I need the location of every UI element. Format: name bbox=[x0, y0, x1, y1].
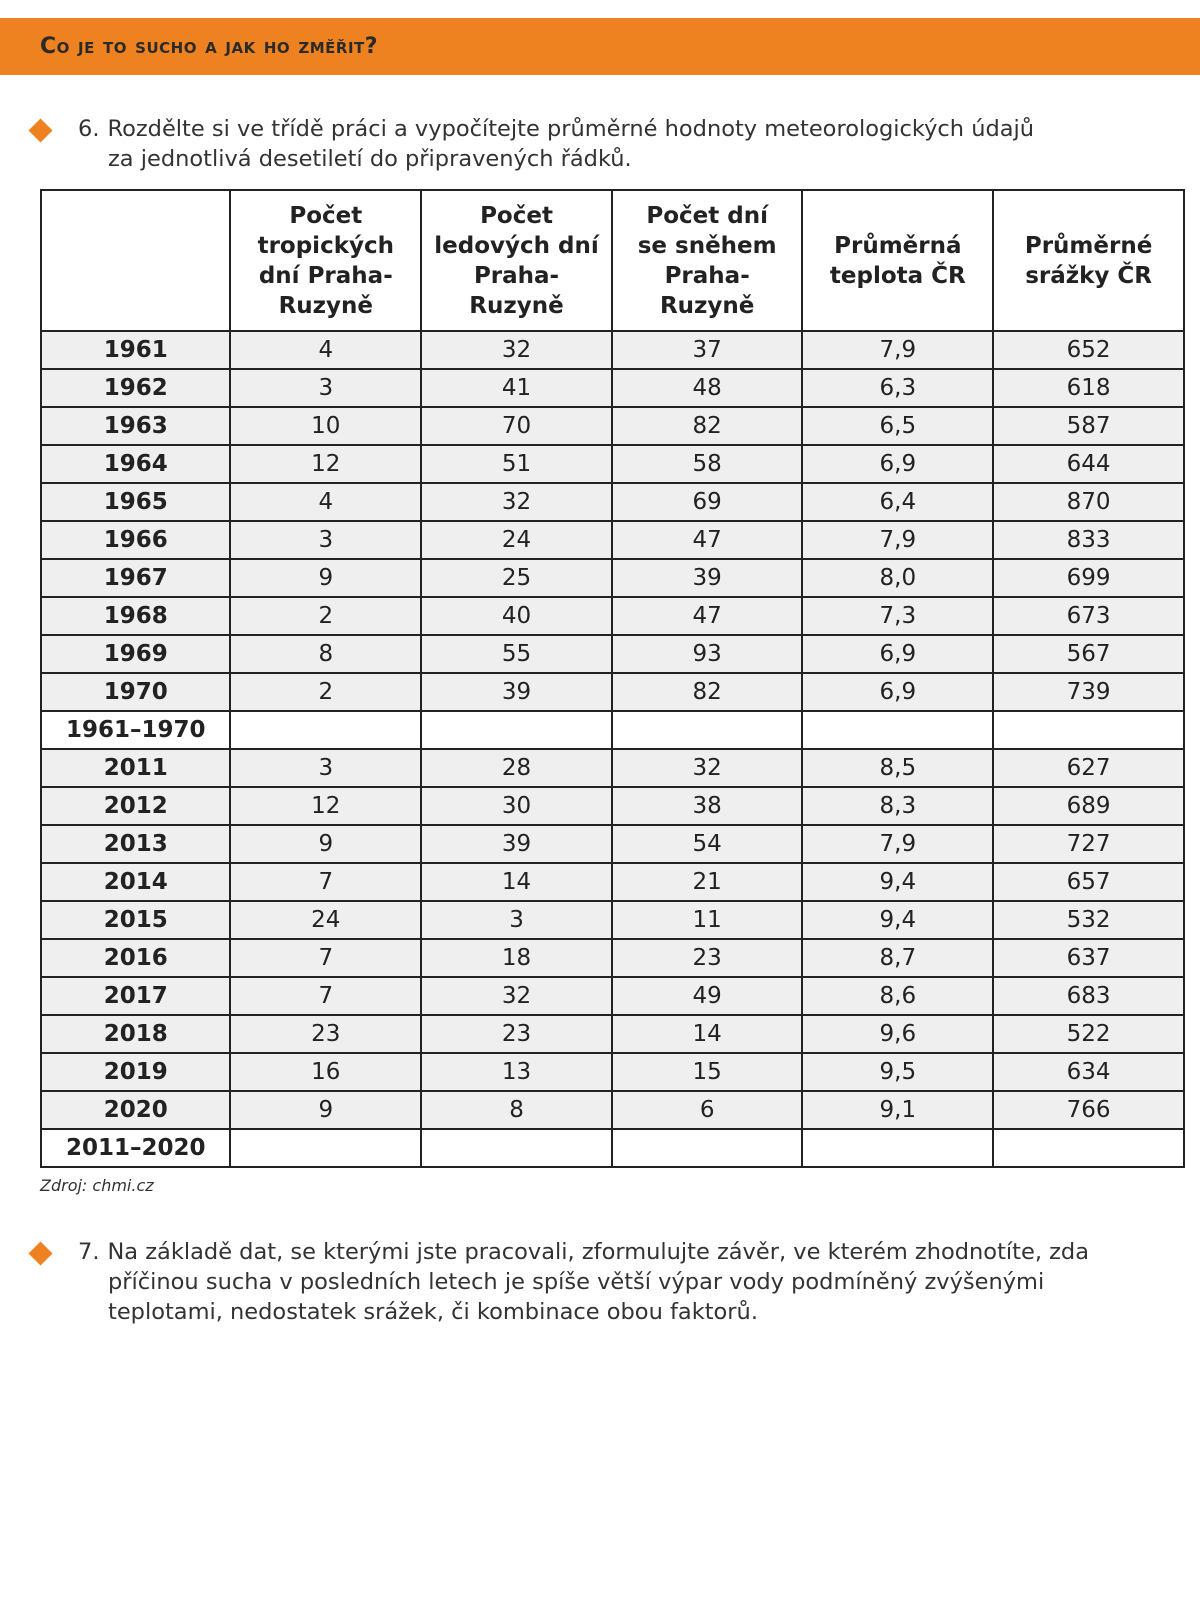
average-input-cell[interactable] bbox=[230, 711, 421, 749]
table-row bbox=[41, 901, 1184, 939]
value-cell: 9,1 bbox=[802, 1091, 993, 1129]
table-row bbox=[41, 407, 1184, 445]
task-7-text bbox=[78, 1237, 1118, 1327]
value-cell: 9 bbox=[230, 559, 421, 597]
value-cell: 7,3 bbox=[802, 597, 993, 635]
value-cell: 652 bbox=[993, 331, 1184, 369]
average-input-cell[interactable] bbox=[612, 711, 803, 749]
average-input-cell[interactable] bbox=[421, 1129, 612, 1167]
value-cell: 766 bbox=[993, 1091, 1184, 1129]
year-cell: 1963 bbox=[41, 407, 230, 445]
table-row bbox=[41, 521, 1184, 559]
value-cell: 12 bbox=[230, 445, 421, 483]
value-cell: 634 bbox=[993, 1053, 1184, 1091]
year-cell: 2013 bbox=[41, 825, 230, 863]
value-cell: 23 bbox=[612, 939, 803, 977]
value-cell: 532 bbox=[993, 901, 1184, 939]
value-cell: 587 bbox=[993, 407, 1184, 445]
header-cell: Průměrné srážky ČR bbox=[993, 190, 1184, 331]
value-cell: 689 bbox=[993, 787, 1184, 825]
value-cell: 39 bbox=[612, 559, 803, 597]
value-cell: 37 bbox=[612, 331, 803, 369]
value-cell: 727 bbox=[993, 825, 1184, 863]
value-cell: 32 bbox=[421, 977, 612, 1015]
value-cell: 18 bbox=[421, 939, 612, 977]
value-cell: 40 bbox=[421, 597, 612, 635]
value-cell: 4 bbox=[230, 331, 421, 369]
value-cell: 47 bbox=[612, 521, 803, 559]
value-cell: 15 bbox=[612, 1053, 803, 1091]
value-cell: 8,5 bbox=[802, 749, 993, 787]
value-cell: 9,4 bbox=[802, 863, 993, 901]
value-cell: 7 bbox=[230, 977, 421, 1015]
section-title: Co je to sucho a jak ho změřit? bbox=[40, 34, 379, 59]
task-7-line-2: příčinou sucha v posledních letech je spíše větší výpar vody podmíněný zvýšenými bbox=[108, 1269, 1045, 1295]
value-cell: 9,6 bbox=[802, 1015, 993, 1053]
average-input-cell[interactable] bbox=[993, 711, 1184, 749]
value-cell: 683 bbox=[993, 977, 1184, 1015]
value-cell: 30 bbox=[421, 787, 612, 825]
value-cell: 47 bbox=[612, 597, 803, 635]
value-cell: 7,9 bbox=[802, 331, 993, 369]
average-input-cell[interactable] bbox=[612, 1129, 803, 1167]
year-cell: 2011 bbox=[41, 749, 230, 787]
value-cell: 48 bbox=[612, 369, 803, 407]
value-cell: 55 bbox=[421, 635, 612, 673]
table-row bbox=[41, 635, 1184, 673]
value-cell: 9,5 bbox=[802, 1053, 993, 1091]
value-cell: 2 bbox=[230, 673, 421, 711]
table-row bbox=[41, 673, 1184, 711]
year-cell: 2014 bbox=[41, 863, 230, 901]
task-6-number: 6. bbox=[78, 116, 100, 142]
value-cell: 8,6 bbox=[802, 977, 993, 1015]
value-cell: 522 bbox=[993, 1015, 1184, 1053]
value-cell: 32 bbox=[421, 331, 612, 369]
value-cell: 739 bbox=[993, 673, 1184, 711]
value-cell: 10 bbox=[230, 407, 421, 445]
value-cell: 39 bbox=[421, 673, 612, 711]
value-cell: 7 bbox=[230, 939, 421, 977]
table-header-row bbox=[41, 190, 1184, 331]
value-cell: 567 bbox=[993, 635, 1184, 673]
header-cell: Počet tropických dní Praha- Ruzyně bbox=[230, 190, 421, 331]
year-cell: 2012 bbox=[41, 787, 230, 825]
diamond-bullet-icon bbox=[28, 1241, 52, 1265]
value-cell: 6,9 bbox=[802, 635, 993, 673]
header-cell: Průměrná teplota ČR bbox=[802, 190, 993, 331]
diamond-bullet-icon bbox=[28, 118, 52, 142]
value-cell: 54 bbox=[612, 825, 803, 863]
decade-average-row bbox=[41, 711, 1184, 749]
source-note: Zdroj: chmi.cz bbox=[40, 1176, 154, 1195]
task-6-line-2: za jednotlivá desetiletí do připravených řádků. bbox=[108, 146, 632, 172]
value-cell: 8 bbox=[421, 1091, 612, 1129]
value-cell: 6,4 bbox=[802, 483, 993, 521]
value-cell: 8,0 bbox=[802, 559, 993, 597]
value-cell: 14 bbox=[612, 1015, 803, 1053]
task-6-line-1: Rozdělte si ve třídě práci a vypočítejte průměrné hodnoty meteorologických údajů bbox=[107, 116, 1035, 142]
task-6-text bbox=[78, 114, 1118, 174]
table-row bbox=[41, 1053, 1184, 1091]
table-row bbox=[41, 825, 1184, 863]
year-cell: 2018 bbox=[41, 1015, 230, 1053]
section-header-bar bbox=[0, 18, 1200, 75]
value-cell: 9,4 bbox=[802, 901, 993, 939]
value-cell: 23 bbox=[230, 1015, 421, 1053]
value-cell: 82 bbox=[612, 407, 803, 445]
value-cell: 69 bbox=[612, 483, 803, 521]
value-cell: 51 bbox=[421, 445, 612, 483]
value-cell: 3 bbox=[230, 521, 421, 559]
average-input-cell[interactable] bbox=[802, 1129, 993, 1167]
value-cell: 11 bbox=[612, 901, 803, 939]
value-cell: 7 bbox=[230, 863, 421, 901]
table-row bbox=[41, 787, 1184, 825]
value-cell: 7,9 bbox=[802, 521, 993, 559]
value-cell: 70 bbox=[421, 407, 612, 445]
value-cell: 637 bbox=[993, 939, 1184, 977]
table-row bbox=[41, 331, 1184, 369]
table-row bbox=[41, 749, 1184, 787]
value-cell: 2 bbox=[230, 597, 421, 635]
year-cell: 1961–1970 bbox=[41, 711, 230, 749]
value-cell: 8,3 bbox=[802, 787, 993, 825]
value-cell: 6,5 bbox=[802, 407, 993, 445]
header-cell-empty bbox=[41, 190, 230, 331]
year-cell: 1962 bbox=[41, 369, 230, 407]
year-cell: 1964 bbox=[41, 445, 230, 483]
average-input-cell[interactable] bbox=[230, 1129, 421, 1167]
value-cell: 6,9 bbox=[802, 445, 993, 483]
year-cell: 2019 bbox=[41, 1053, 230, 1091]
value-cell: 32 bbox=[421, 483, 612, 521]
value-cell: 6 bbox=[612, 1091, 803, 1129]
value-cell: 28 bbox=[421, 749, 612, 787]
table-row bbox=[41, 863, 1184, 901]
table-row bbox=[41, 1091, 1184, 1129]
year-cell: 1961 bbox=[41, 331, 230, 369]
value-cell: 12 bbox=[230, 787, 421, 825]
year-cell: 1966 bbox=[41, 521, 230, 559]
table-row bbox=[41, 483, 1184, 521]
value-cell: 4 bbox=[230, 483, 421, 521]
value-cell: 618 bbox=[993, 369, 1184, 407]
value-cell: 16 bbox=[230, 1053, 421, 1091]
year-cell: 1968 bbox=[41, 597, 230, 635]
value-cell: 24 bbox=[230, 901, 421, 939]
task-7-number: 7. bbox=[78, 1239, 100, 1265]
year-cell: 1967 bbox=[41, 559, 230, 597]
value-cell: 93 bbox=[612, 635, 803, 673]
value-cell: 82 bbox=[612, 673, 803, 711]
value-cell: 6,3 bbox=[802, 369, 993, 407]
year-cell: 1965 bbox=[41, 483, 230, 521]
value-cell: 21 bbox=[612, 863, 803, 901]
average-input-cell[interactable] bbox=[993, 1129, 1184, 1167]
value-cell: 3 bbox=[230, 749, 421, 787]
table-row bbox=[41, 597, 1184, 635]
year-cell: 2016 bbox=[41, 939, 230, 977]
value-cell: 870 bbox=[993, 483, 1184, 521]
average-input-cell[interactable] bbox=[802, 711, 993, 749]
weather-data-table bbox=[40, 189, 1185, 1168]
value-cell: 627 bbox=[993, 749, 1184, 787]
value-cell: 7,9 bbox=[802, 825, 993, 863]
value-cell: 58 bbox=[612, 445, 803, 483]
average-input-cell[interactable] bbox=[421, 711, 612, 749]
year-cell: 1969 bbox=[41, 635, 230, 673]
value-cell: 699 bbox=[993, 559, 1184, 597]
value-cell: 41 bbox=[421, 369, 612, 407]
table-row bbox=[41, 369, 1184, 407]
table-row bbox=[41, 559, 1184, 597]
year-cell: 2015 bbox=[41, 901, 230, 939]
value-cell: 25 bbox=[421, 559, 612, 597]
table-row bbox=[41, 1015, 1184, 1053]
header-cell: Počet dní se sněhem Praha-Ruzyně bbox=[612, 190, 803, 331]
value-cell: 8 bbox=[230, 635, 421, 673]
task-7-line-3: teplotami, nedostatek srážek, či kombinace obou faktorů. bbox=[108, 1299, 758, 1325]
value-cell: 6,9 bbox=[802, 673, 993, 711]
value-cell: 657 bbox=[993, 863, 1184, 901]
table-row bbox=[41, 977, 1184, 1015]
value-cell: 644 bbox=[993, 445, 1184, 483]
value-cell: 13 bbox=[421, 1053, 612, 1091]
value-cell: 673 bbox=[993, 597, 1184, 635]
value-cell: 9 bbox=[230, 825, 421, 863]
year-cell: 2011–2020 bbox=[41, 1129, 230, 1167]
value-cell: 833 bbox=[993, 521, 1184, 559]
year-cell: 2017 bbox=[41, 977, 230, 1015]
value-cell: 39 bbox=[421, 825, 612, 863]
table-row bbox=[41, 939, 1184, 977]
value-cell: 49 bbox=[612, 977, 803, 1015]
value-cell: 32 bbox=[612, 749, 803, 787]
decade-average-row bbox=[41, 1129, 1184, 1167]
value-cell: 3 bbox=[230, 369, 421, 407]
year-cell: 1970 bbox=[41, 673, 230, 711]
value-cell: 23 bbox=[421, 1015, 612, 1053]
value-cell: 8,7 bbox=[802, 939, 993, 977]
value-cell: 3 bbox=[421, 901, 612, 939]
value-cell: 14 bbox=[421, 863, 612, 901]
year-cell: 2020 bbox=[41, 1091, 230, 1129]
value-cell: 9 bbox=[230, 1091, 421, 1129]
task-7-line-1: Na základě dat, se kterými jste pracovali, zformulujte závěr, ve kterém zhodnotíte, zda bbox=[107, 1239, 1089, 1265]
table-body bbox=[41, 331, 1184, 1167]
header-cell: Počet ledových dní Praha-Ruzyně bbox=[421, 190, 612, 331]
value-cell: 24 bbox=[421, 521, 612, 559]
value-cell: 38 bbox=[612, 787, 803, 825]
table-row bbox=[41, 445, 1184, 483]
